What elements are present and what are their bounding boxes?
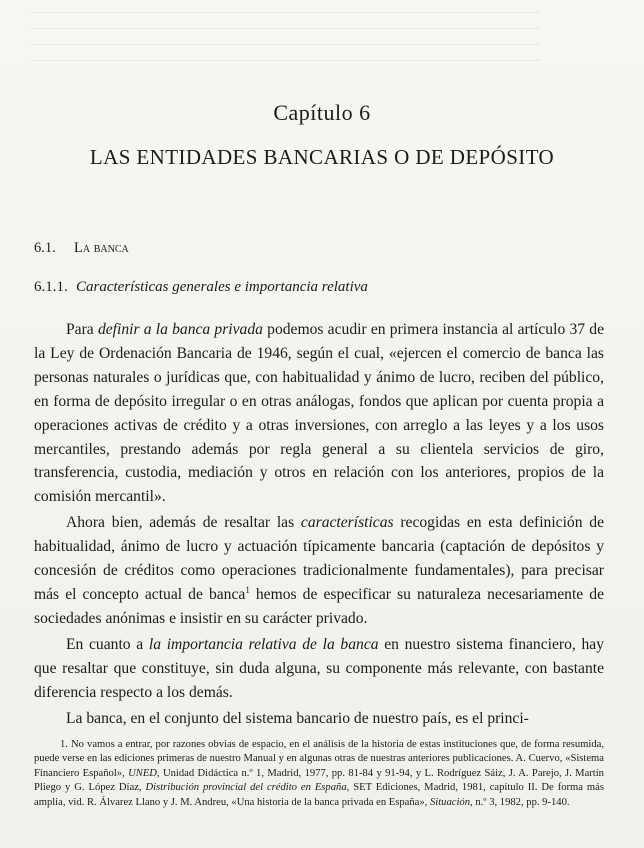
- chapter-label: Capítulo 6: [273, 100, 371, 125]
- section-title: La banca: [74, 240, 129, 256]
- bleed-through-text: _________________________________________________________________________ _________________________________________________________________________ _________________________________________________________________________ _________________________________________________________________________: [30, 0, 541, 63]
- paragraph: Para definir a la banca privada podemos acudir en primera instancia al artículo 37 de la Ley de Ordenación Bancaria de 1946, según el cual, «ejercen el comercio de banca las personas naturales o jurídicas que, con habitualidad y ánimo de lucro, reciben del público, en forma de depósito irregular o en otras análogas, fondos que aplican por cuenta propia a operaciones activas de crédito y a otras inversiones, con arreglo a las leyes y a los usos mercantiles, prestando además por regla general a su clientela servicios de giro, transferencia, custodia, mediación y otros en relación con los anteriores, propios de la comisión mercantil».: [34, 321, 604, 506]
- footnote-ref: 1: [245, 584, 250, 595]
- footnote: 1. No vamos a entrar, por razones obvias de espacio, en el análisis de la historia de estas instituciones que, de forma resumida, puede verse en las ediciones primeras de nuestro Manual y en algunas otras de nuestras anteriores publicaciones. A. Cuervo, «Sistema Financiero Español», UNED, Unidad Didáctica n.º 1, Madrid, 1977, pp. 81-84 y 91-94, y L. Rodríguez Sáiz, J. A. Parejo, J. Martín Pliego y G. López Díaz, Distribución provincial del crédito en España, SET Ediciones, Madrid, 1981, capítulo II. De forma más amplia, vid. R. Álvarez Llano y J. M. Andreu, «Una historia de la banca privada en España», Situación, n.º 3, 1982, pp. 9-140.: [34, 739, 604, 808]
- section-heading: [34, 240, 129, 257]
- chapter-title: LAS ENTIDADES BANCARIAS O DE DEPÓSITO: [89, 145, 555, 169]
- section-number: 6.1.: [34, 240, 56, 256]
- paragraph: En cuanto a la importancia relativa de la banca en nuestro sistema financiero, hay que resaltar que constituye, sin duda alguna, su componente más relevante, con bastante diferencia respecto a los demás.: [34, 635, 604, 701]
- paragraph: La banca, en el conjunto del sistema bancario de nuestro país, es el princi-: [66, 709, 529, 727]
- paragraph: Ahora bien, además de resaltar las características recogidas en esta definición de habitualidad, ánimo de lucro y actuación típicamente bancaria (captación de depósitos y concesión de créditos como operaciones tradicionalmente fundamentales), para precisar más el concepto actual de banca$^1$ hemos de especificar su naturaleza necesariamente de sociedades anónimas e insistir en su carácter privado.: [34, 514, 604, 627]
- body-text: [34, 318, 604, 730]
- subsection-heading: [34, 279, 368, 296]
- subsection-title: Características generales e importancia relativa: [76, 279, 368, 295]
- subsection-number: 6.1.1.: [34, 279, 68, 295]
